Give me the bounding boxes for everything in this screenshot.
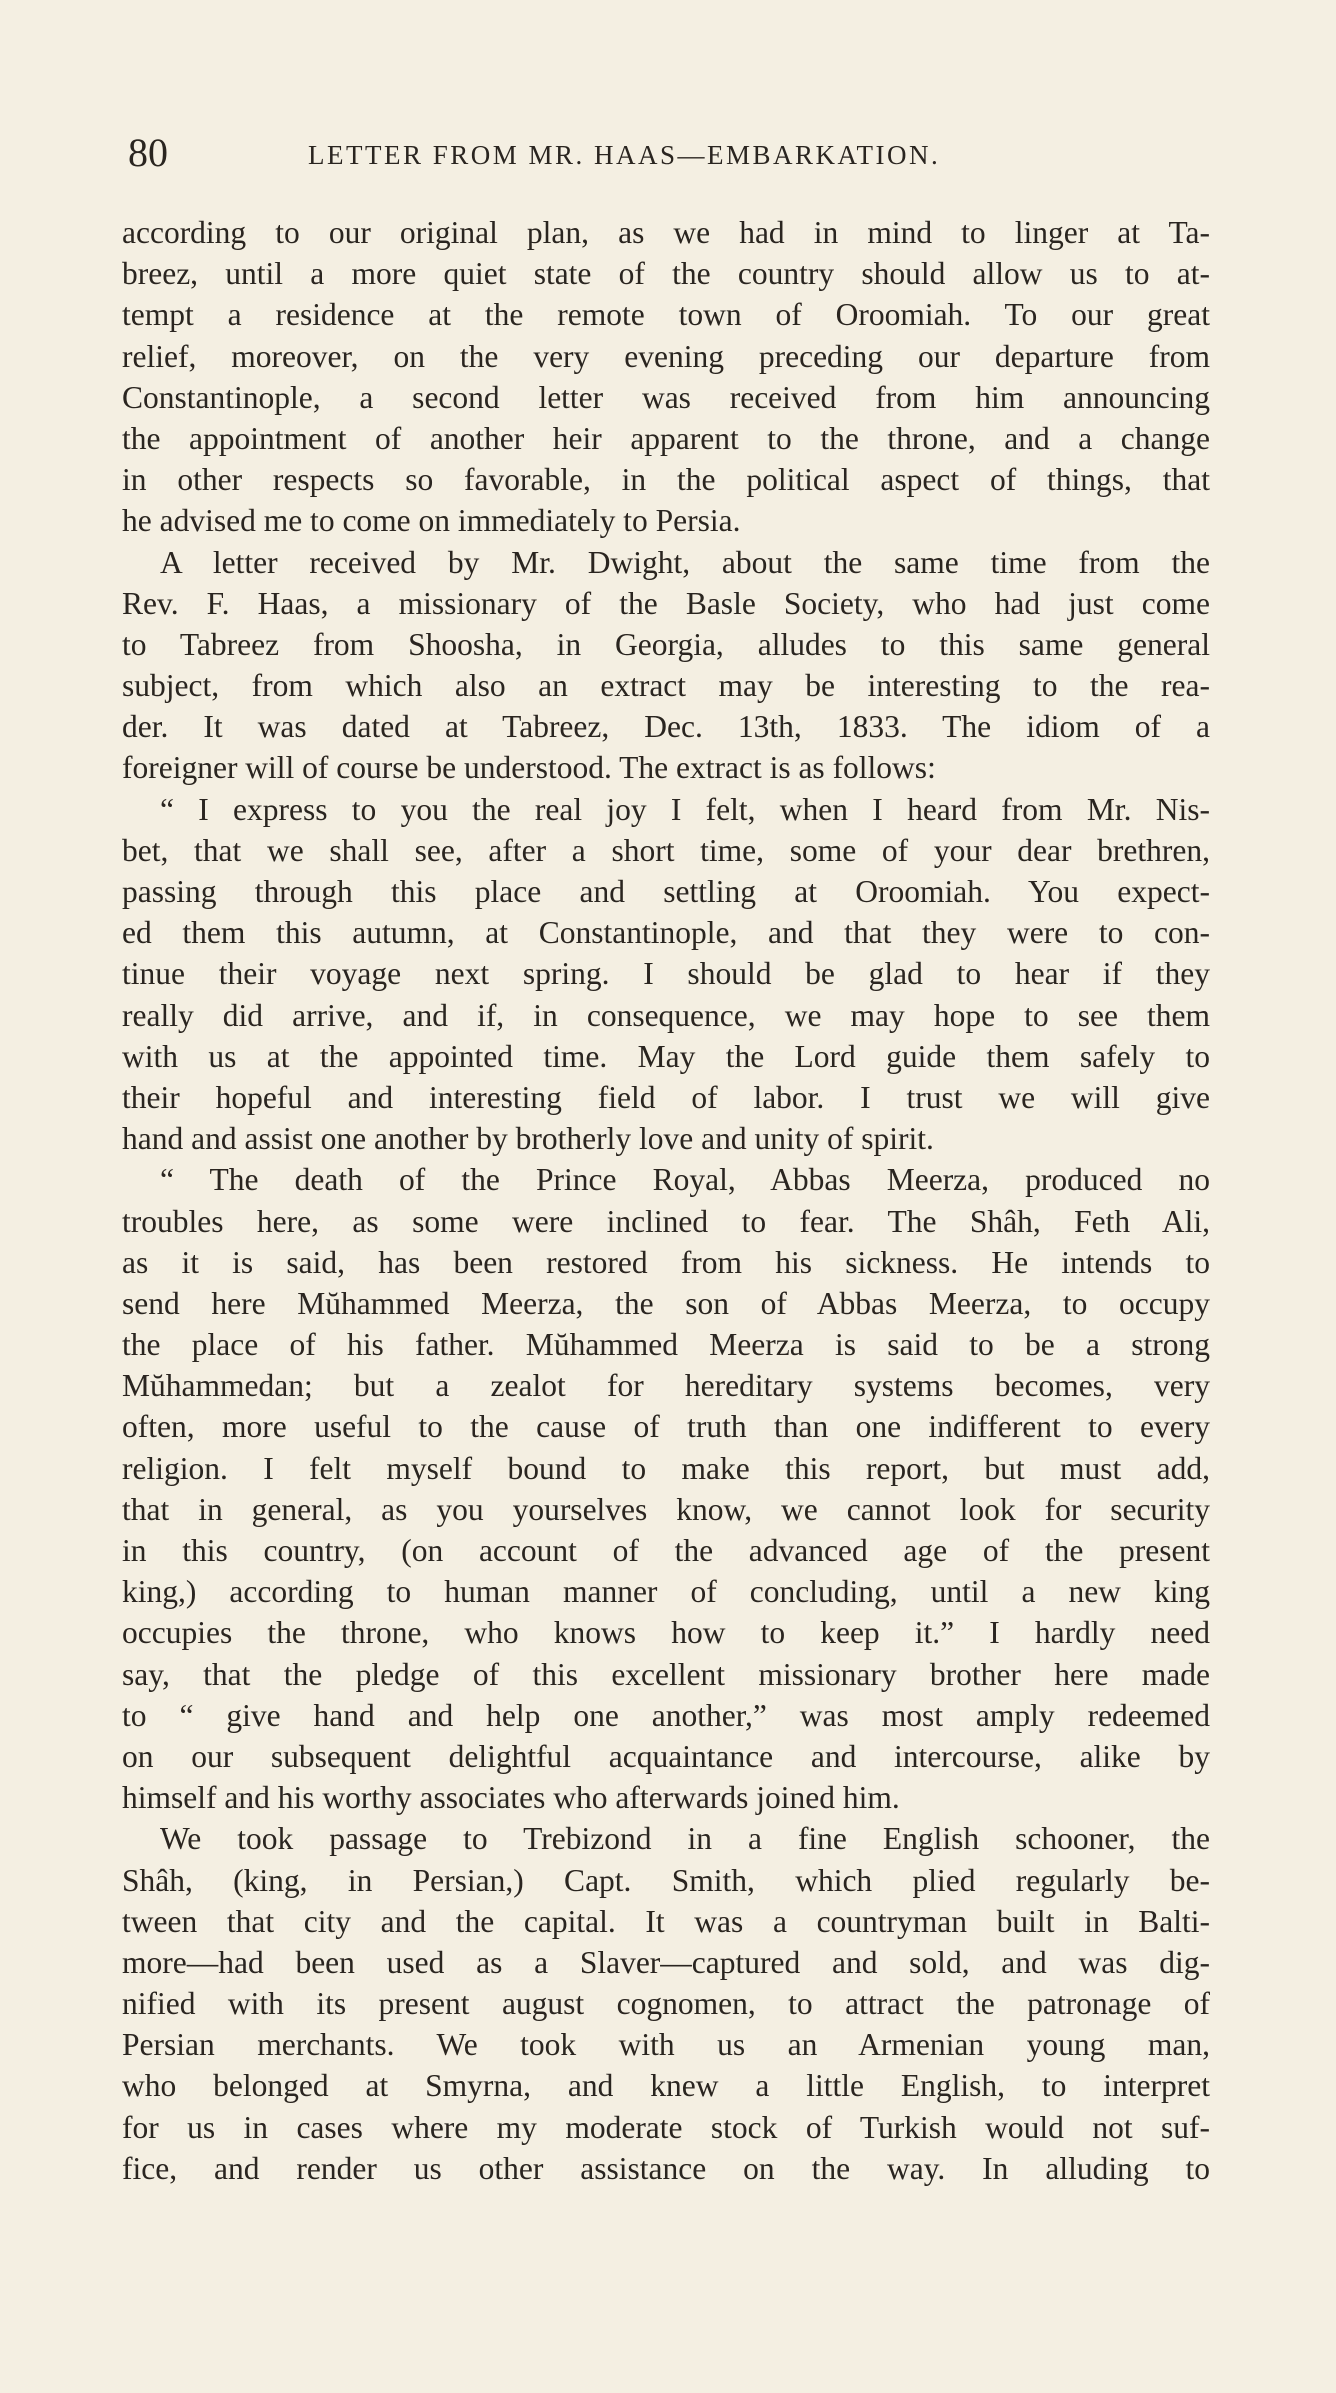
text-line: to “ give hand and help one another,” was most amply redeemed	[122, 1697, 1210, 1733]
text-line: their hopeful and interesting field of labor. I trust we will give	[122, 1079, 1210, 1115]
text-line: A letter received by Mr. Dwight, about the same time from the	[160, 544, 1210, 580]
text-line: “ The death of the Prince Royal, Abbas Meerza, produced no	[160, 1162, 1210, 1198]
text-line: Shâh, (king, in Persian,) Capt. Smith, which plied regularly be-	[122, 1862, 1210, 1898]
text-line: really did arrive, and if, in consequence, we may hope to see them	[122, 997, 1210, 1033]
text-line: foreigner will of course be understood. The extract is as follows:	[122, 750, 936, 786]
text-line: on our subsequent delightful acquaintance and intercourse, alike by	[122, 1738, 1210, 1774]
text-line: send here Mŭhammed Meerza, the son of Abbas Meerza, to occupy	[122, 1285, 1210, 1321]
text-line: as it is said, has been restored from his sickness. He intends to	[122, 1244, 1210, 1280]
text-line: Mŭhammedan; but a zealot for hereditary systems becomes, very	[122, 1368, 1210, 1404]
text-line: in this country, (on account of the advanced age of the present	[122, 1533, 1210, 1568]
text-line: according to our original plan, as we had in mind to linger at Ta-	[122, 215, 1210, 250]
text-line: breez, until a more quiet state of the country should allow us to at-	[122, 256, 1210, 292]
page-number: 80	[128, 130, 168, 175]
body-text	[122, 212, 1210, 2189]
text-line: himself and his worthy associates who afterwards joined him.	[122, 1780, 900, 1816]
text-line: king,) according to human manner of concluding, until a new king	[122, 1574, 1210, 1610]
text-line: tempt a residence at the remote town of Oroomiah. To our great	[122, 297, 1210, 333]
text-line: hand and assist one another by brotherly love and unity of spirit.	[122, 1121, 934, 1157]
text-line: with us at the appointed time. May the Lord guide them safely to	[122, 1038, 1210, 1074]
text-line: the appointment of another heir apparent to the throne, and a change	[122, 420, 1210, 456]
text-line: more—had been used as a Slaver—captured and sold, and was dig-	[122, 1944, 1210, 1980]
text-line: who belonged at Smyrna, and knew a little English, to interpret	[122, 2068, 1210, 2104]
text-line: Constantinople, a second letter was received from him announcing	[122, 379, 1210, 415]
text-line: often, more useful to the cause of truth than one indifferent to every	[122, 1409, 1210, 1445]
text-line: say, that the pledge of this excellent missionary brother here made	[122, 1656, 1210, 1692]
text-line: ed them this autumn, at Constantinople, and that they were to con-	[122, 915, 1210, 951]
text-line: in other respects so favorable, in the political aspect of things, that	[122, 462, 1210, 498]
running-head: LETTER FROM MR. HAAS—EMBARKATION.	[308, 140, 941, 170]
page-header	[128, 128, 1208, 178]
text-line: that in general, as you yourselves know, we cannot look for security	[122, 1491, 1210, 1527]
text-line: he advised me to come on immediately to Persia.	[122, 503, 741, 539]
text-line: tinue their voyage next spring. I should be glad to hear if they	[122, 956, 1210, 992]
text-line: fice, and render us other assistance on the way. In alluding to	[122, 2150, 1210, 2186]
text-line: occupies the throne, who knows how to keep it.” I hardly need	[122, 1615, 1210, 1651]
text-line: bet, that we shall see, after a short time, some of your dear brethren,	[122, 832, 1210, 868]
text-line: nified with its present august cognomen, to attract the patronage of	[122, 1986, 1210, 2022]
text-line: troubles here, as some were inclined to fear. The Shâh, Feth Ali,	[122, 1203, 1210, 1239]
text-line: We took passage to Trebizond in a fine English schooner, the	[160, 1821, 1210, 1857]
text-line: the place of his father. Mŭhammed Meerza is said to be a strong	[122, 1327, 1210, 1363]
text-line: for us in cases where my moderate stock of Turkish would not suf-	[122, 2109, 1210, 2145]
text-line: der. It was dated at Tabreez, Dec. 13th, 1833. The idiom of a	[122, 709, 1210, 745]
text-line: Persian merchants. We took with us an Armenian young man,	[122, 2027, 1210, 2063]
text-line: to Tabreez from Shoosha, in Georgia, alludes to this same general	[122, 626, 1210, 662]
text-line: religion. I felt myself bound to make this report, but must add,	[122, 1450, 1210, 1486]
text-line: tween that city and the capital. It was a countryman built in Balti-	[122, 1903, 1210, 1939]
text-line: Rev. F. Haas, a missionary of the Basle Society, who had just come	[122, 585, 1210, 621]
text-line: passing through this place and settling at Oroomiah. You expect-	[122, 874, 1210, 909]
text-line: relief, moreover, on the very evening preceding our departure from	[122, 338, 1210, 374]
text-line: subject, from which also an extract may be interesting to the rea-	[122, 668, 1210, 704]
text-line: “ I express to you the real joy I felt, when I heard from Mr. Nis-	[160, 791, 1210, 827]
